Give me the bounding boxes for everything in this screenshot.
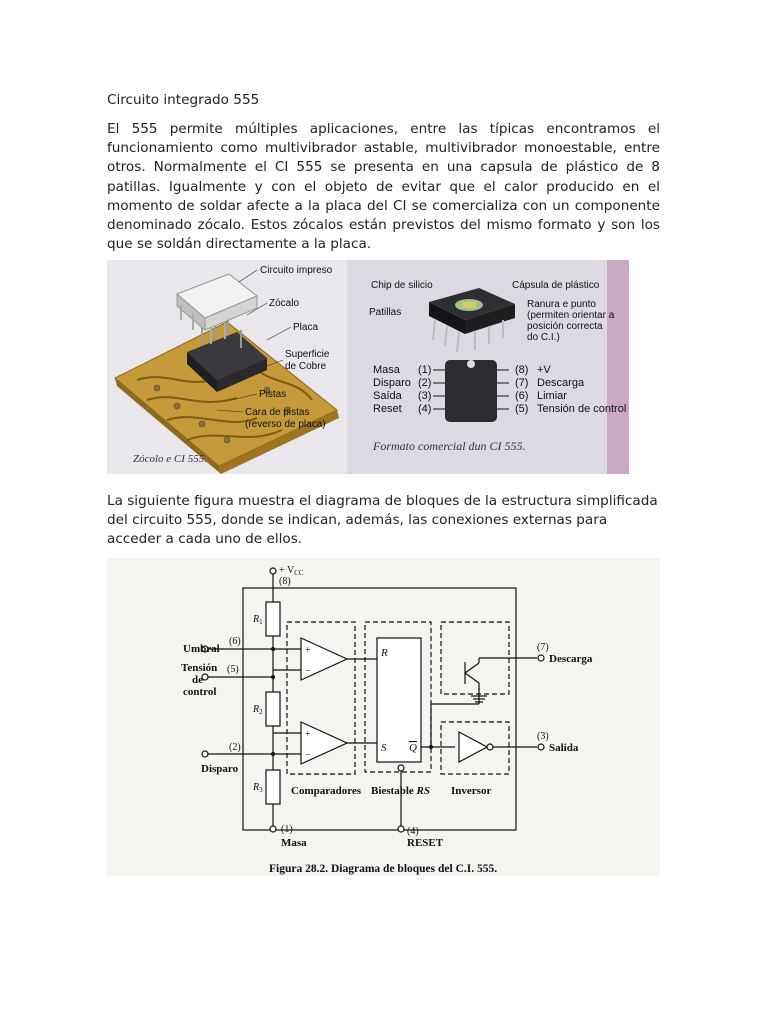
block-diagram-paragraph: La siguiente figura muestra el diagrama de bloques de la estructura simplificada del circuito 555, donde se indican, además, las conexiones externas para acceder a cada uno de ellos. [107,493,658,548]
pin3-label: Saída [373,390,402,402]
label-notch-2: (permiten orientar a [527,310,615,321]
descarga-label: Descarga [549,653,593,665]
pin5-marker: (5) [227,664,239,675]
flipflop-r: R [381,647,388,659]
flipflop-s: S [381,742,387,754]
reset-label: RESET [407,837,444,849]
tension-label-2: de [192,674,203,686]
label-silicon: Chip de silicio [371,280,433,291]
comp1-plus: + [305,645,311,656]
salida-label: Salida [549,742,579,754]
pin6-label: Limiar [537,390,567,402]
pin4-marker: (4) [407,826,419,837]
pin4-label: Reset [373,403,402,415]
pin7-label: Descarga [537,377,585,389]
pin3-number: (3) [418,390,432,402]
intro-paragraph: El 555 permite múltiples aplicaciones, entre las típicas encontramos el funcionamiento como multivibrador astable, multivibrador monoestable, entre otros. Normalmente el CI 555 se presenta en una capsula de plástico de 8 patillas. Igualmente y con el objeto de evitar que el calor producido en el momento de soldar afecte a la placa del CI se comercializa con un componente denominado zócalo. Estos zócalos están previstos del mismo formato y son los que se soldán directamente a la placa. [107,121,660,253]
umbral-label: Umbral [183,643,220,655]
label-copper-2: de Cobre [285,361,327,372]
pin6-marker: (6) [229,636,241,647]
label-notch-4: do C.I.) [527,332,560,343]
vcc-label: + $V_{CC}$ [279,565,304,577]
pin7-marker: (7) [537,642,549,653]
comp1-minus: − [305,666,311,677]
block-diagram-555 [107,558,660,876]
pin8-label: +V [537,364,551,376]
flipflop-q: Q [409,742,417,754]
label-track-face-1: Cara de pistas [245,407,310,418]
label-tracks: Pistas [259,389,287,400]
pin1-label: Masa [373,364,400,376]
pin8-marker: (8) [279,576,291,587]
r3-label: $R_3$ [253,782,263,794]
figure2-caption: Figura 28.2. Diagrama de bloques del C.I. 555. [269,863,498,875]
tension-label-1: Tensión [181,662,218,674]
ic-package-photo [107,260,629,474]
pin4-number: (4) [418,403,432,415]
pin2-number: (2) [418,377,432,389]
comp2-minus: − [305,750,311,761]
label-notch-3: posición correcta [527,321,603,332]
masa-label: Masa [281,837,307,849]
r1-label: $R_1$ [253,614,263,626]
label-copper-1: Superficie [285,349,330,360]
pin5-label: Tensión de control [537,403,627,415]
pin5-number: (5) [515,403,529,415]
pin6-number: (6) [515,390,529,402]
label-pins: Patillas [369,307,402,318]
r2-label: $R_2$ [253,704,263,716]
label-chip: Circuito impreso [260,265,333,276]
page-title: Circuito integrado 555 [107,92,260,108]
pin7-number: (7) [515,377,529,389]
pin2-marker: (2) [229,742,241,753]
label-notch-1: Ranura e punto [527,299,596,310]
pin8-number: (8) [515,364,529,376]
figure1-left-caption: Zócolo e CI 555. [133,453,207,465]
tension-label-3: control [183,686,217,698]
comparadores-label: Comparadores [291,785,362,797]
comp2-plus: + [305,729,311,740]
pin2-label: Disparo [373,377,411,389]
label-socket: Zócalo [269,298,300,309]
inversor-label: Inversor [451,785,492,797]
label-board: Placa [293,322,319,333]
disparo-label: Disparo [201,763,239,775]
label-track-face-2: (reverso de placa) [245,419,326,430]
pin1-marker: (1) [281,824,293,835]
pin1-number: (1) [418,364,432,376]
label-capsule: Cápsula de plástico [512,280,600,291]
biestable-label: Biestable RS [371,785,430,797]
pin3-marker: (3) [537,731,549,742]
figure1-right-caption: Formato comercial dun CI 555. [373,439,526,453]
